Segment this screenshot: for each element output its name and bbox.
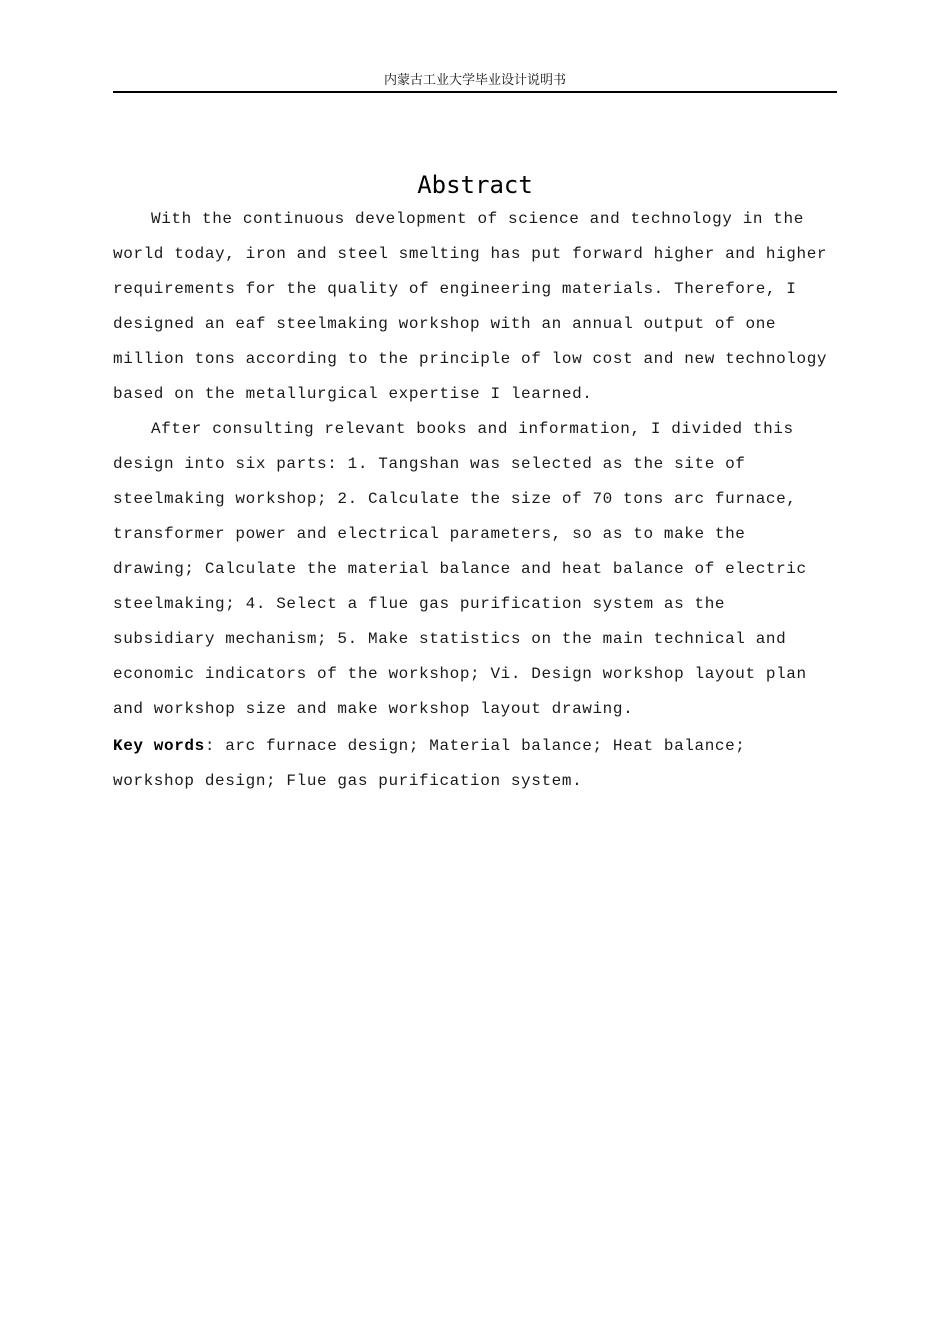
abstract-body	[113, 202, 837, 727]
abstract-paragraph-1: With the continuous development of science and technology in the world today, iron and steel smelting has put forward higher and higher requirements for the quality of engineering materials. Therefore, I designed an eaf steelmaking workshop with an annual output of one million tons according to the principle of low cost and new technology based on the metallurgical expertise I learned.	[113, 210, 828, 403]
abstract-paragraph-2: After consulting relevant books and information, I divided this design into six parts: 1. Tangshan was selected as the site of steelmaking workshop; 2. Calculate the size of 70 tons arc furnace, transformer power and electrical parameters, so as to make the drawing; Calculate the material balance and heat balance of electric steelmaking; 4. Select a flue gas purification system as the subsidiary mechanism; 5. Make statistics on the main technical and economic indicators of the workshop; Vi. Design workshop layout plan and workshop size and make workshop layout drawing.	[113, 420, 807, 718]
keywords-text: arc furnace design; Material balance; Heat balance; workshop design; Flue gas purification system.	[113, 737, 746, 790]
keywords-line	[113, 729, 837, 799]
running-title: 内蒙古工业大学毕业设计说明书	[383, 73, 566, 88]
keywords-separator: :	[204, 737, 226, 755]
keywords-label: Key words	[113, 737, 205, 755]
abstract-title: Abstract	[417, 171, 533, 199]
page-header	[113, 72, 837, 93]
